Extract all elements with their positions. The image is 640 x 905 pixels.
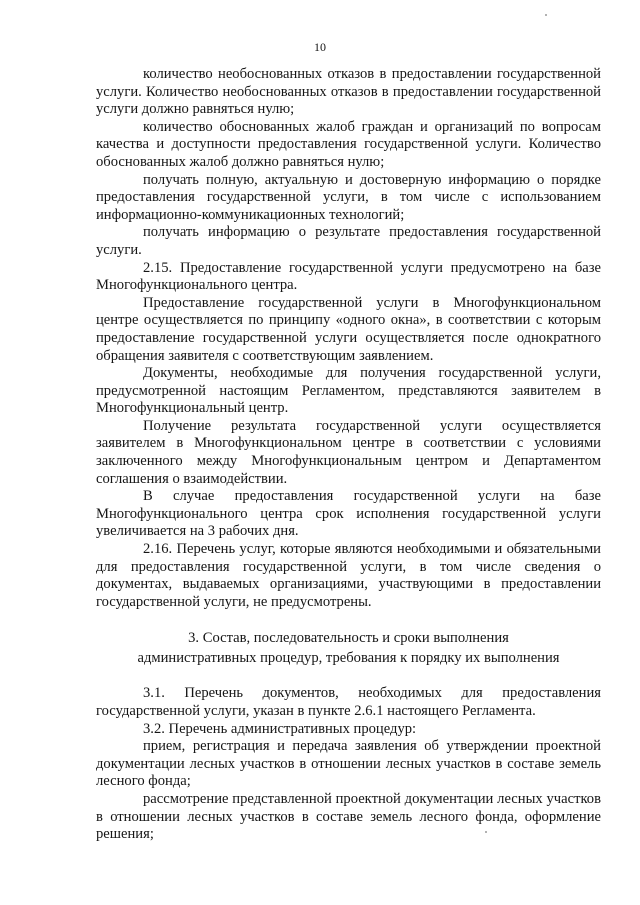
paragraph: 2.16. Перечень услуг, которые являются необходимыми и обязательными для предоставления государственной услуги, в том числе сведения о документах, выдаваемых организациями, участвующими в предоставлении государственной услуги, не предусмотрены.	[96, 541, 601, 610]
paragraph: 3.2. Перечень административных процедур:	[143, 720, 417, 737]
paragraph: количество необоснованных отказов в предоставлении государственной услуги. Количество необоснованных отказов в предоставлении государственной услуги должно равняться нулю;	[96, 66, 601, 118]
paragraph: количество обоснованных жалоб граждан и организаций по вопросам качества и доступности предоставления государственной услуги. Количество обоснованных жалоб должно равняться нулю;	[96, 118, 601, 170]
paragraph: получать информацию о результате предоставления государственной услуги.	[96, 224, 601, 258]
paragraph: Предоставление государственной услуги в Многофункциональном центре осуществляется по принципу «одного окна», в соответствии с которым предоставление государственной услуги осуществляется после однократного обращения заявителя с соответствующим заявлением.	[96, 294, 601, 364]
section-heading-line: административных процедур, требования к порядку их выполнения	[137, 650, 560, 667]
scan-speck	[485, 831, 487, 833]
paragraph: Получение результата государственной услуги осуществляется заявителем в Многофункциональном центре в соответствии с условиями заключенного между Многофункциональным центром и Департаментом соглашения о взаимодействии.	[96, 417, 601, 487]
paragraph: прием, регистрация и передача заявления об утверждении проектной документации лесных участков в отношении лесных участков в составе земель лесного фонда;	[96, 738, 601, 790]
section-heading-line: 3. Состав, последовательность и сроки выполнения	[188, 630, 509, 647]
paragraph: 3.1. Перечень документов, необходимых для предоставления государственной услуги, указан в пункте 2.6.1 настоящего Регламента.	[96, 685, 601, 719]
document-body	[96, 66, 601, 844]
paragraph: Документы, необходимые для получения государственной услуги, предусмотренной настоящим Регламентом, представляются заявителем в Многофункциональный центр.	[96, 365, 601, 417]
paragraph: 2.15. Предоставление государственной услуги предусмотрено на базе Многофункционального центра.	[96, 259, 601, 294]
section-heading	[96, 628, 601, 668]
paragraph: рассмотрение представленной проектной документации лесных участков в отношении лесных участков в составе земель лесного фонда, оформление решения;	[96, 790, 601, 843]
paragraph: получать полную, актуальную и достоверную информацию о порядке предоставления государственной услуги, в том числе с использованием информационно-коммуникационных технологий;	[96, 171, 601, 223]
paragraph: В случае предоставления государственной услуги на базе Многофункционального центра срок исполнения государственной услуги увеличивается на 3 рабочих дня.	[96, 488, 601, 540]
scan-speck	[545, 14, 547, 16]
page-number: 10	[314, 40, 326, 54]
